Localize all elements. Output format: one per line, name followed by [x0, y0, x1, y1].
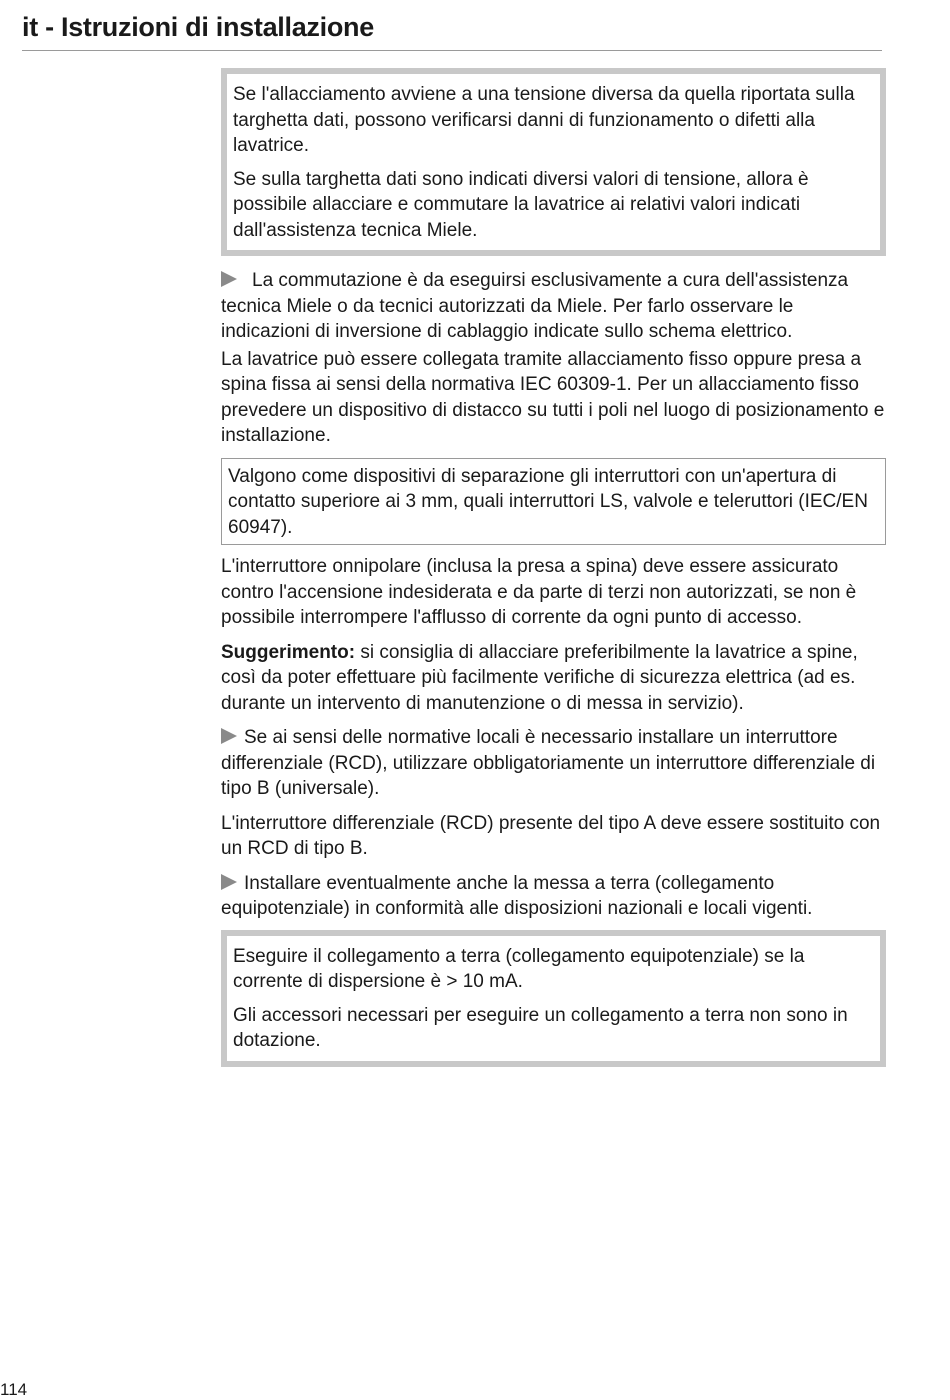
instruction-text: La commutazione è da eseguirsi esclusivamente a cura dell'assistenza tecnica Miele o da tecnici autorizzati da Miele. Per farlo osservare le indicazioni di inversione di cablaggio indicate sullo schema elettrico.: [221, 270, 849, 342]
note-text: Valgono come dispositivi di separazione gli interruttori con un'apertura di contatto superiore ai 3 mm, quali interruttori LS, valvole e teleruttori (IEC/EN 60947).: [228, 465, 868, 538]
body-paragraph: L'interruttore differenziale (RCD) presente del tipo A deve essere sostituito con un RCD di tipo B.: [221, 812, 881, 859]
note-box-separation: [221, 458, 886, 546]
triangle-bullet-icon: [221, 874, 237, 890]
instruction-step: [221, 268, 886, 345]
triangle-bullet-icon: [221, 728, 237, 744]
warning-text: Gli accessori necessari per eseguire un collegamento a terra non sono in dotazione.: [233, 1004, 848, 1051]
instruction-step: [221, 725, 886, 802]
warning-box-voltage: [221, 68, 886, 256]
instruction-step: [221, 871, 886, 922]
page-number: 114: [0, 1380, 28, 1399]
body-paragraph: La lavatrice può essere collegata tramite allacciamento fisso oppure presa a spina fissa ai sensi della normativa IEC 60309-1. Per un allacciamento fisso prevedere un dispositivo di distacco su tutti i poli nel luogo di posizionamento e installazione.: [221, 348, 885, 446]
page-header: [22, 12, 882, 51]
page-title: it - Istruzioni di installazione: [22, 12, 374, 42]
tip-label: Suggerimento:: [221, 641, 356, 663]
instruction-text: Se ai sensi delle normative locali è necessario installare un interruttore differenziale (RCD), utilizzare obbligatoriamente un interruttore differenziale di tipo B (universale).: [221, 727, 876, 799]
tip-paragraph: [221, 640, 886, 717]
body-paragraph: L'interruttore onnipolare (inclusa la presa a spina) deve essere assicurato contro l'accensione indesiderata e da parte di terzi non autorizzati, se non è possibile interrompere l'afflusso di corrente da ogni punto di accesso.: [221, 556, 857, 628]
warning-text: Se sulla targhetta dati sono indicati diversi valori di tensione, allora è possibile allacciare e commutare la lavatrice ai relativi valori indicati dall'assistenza tecnica Miele.: [233, 168, 809, 241]
warning-box-grounding: [221, 930, 886, 1067]
warning-text: Se l'allacciamento avviene a una tensione diversa da quella riportata sulla targhetta dati, possono verificarsi danni di funzionamento o difetti alla lavatrice.: [233, 84, 855, 156]
warning-text: Eseguire il collegamento a terra (collegamento equipotenziale) se la corrente di dispersione è > 10 mA.: [233, 945, 805, 992]
instruction-text: Installare eventualmente anche la messa a terra (collegamento equipotenziale) in conformità alle disposizioni nazionali e locali vigenti.: [221, 872, 813, 919]
page-content: [221, 68, 886, 1067]
tip-text: si consiglia di allacciare preferibilmente la lavatrice a spine, così da poter effettuare più facilmente verifiche di sicurezza elettrica (ad es. durante un intervento di manutenzione o di messa in servizio).: [221, 641, 858, 714]
triangle-bullet-icon: [221, 271, 237, 287]
